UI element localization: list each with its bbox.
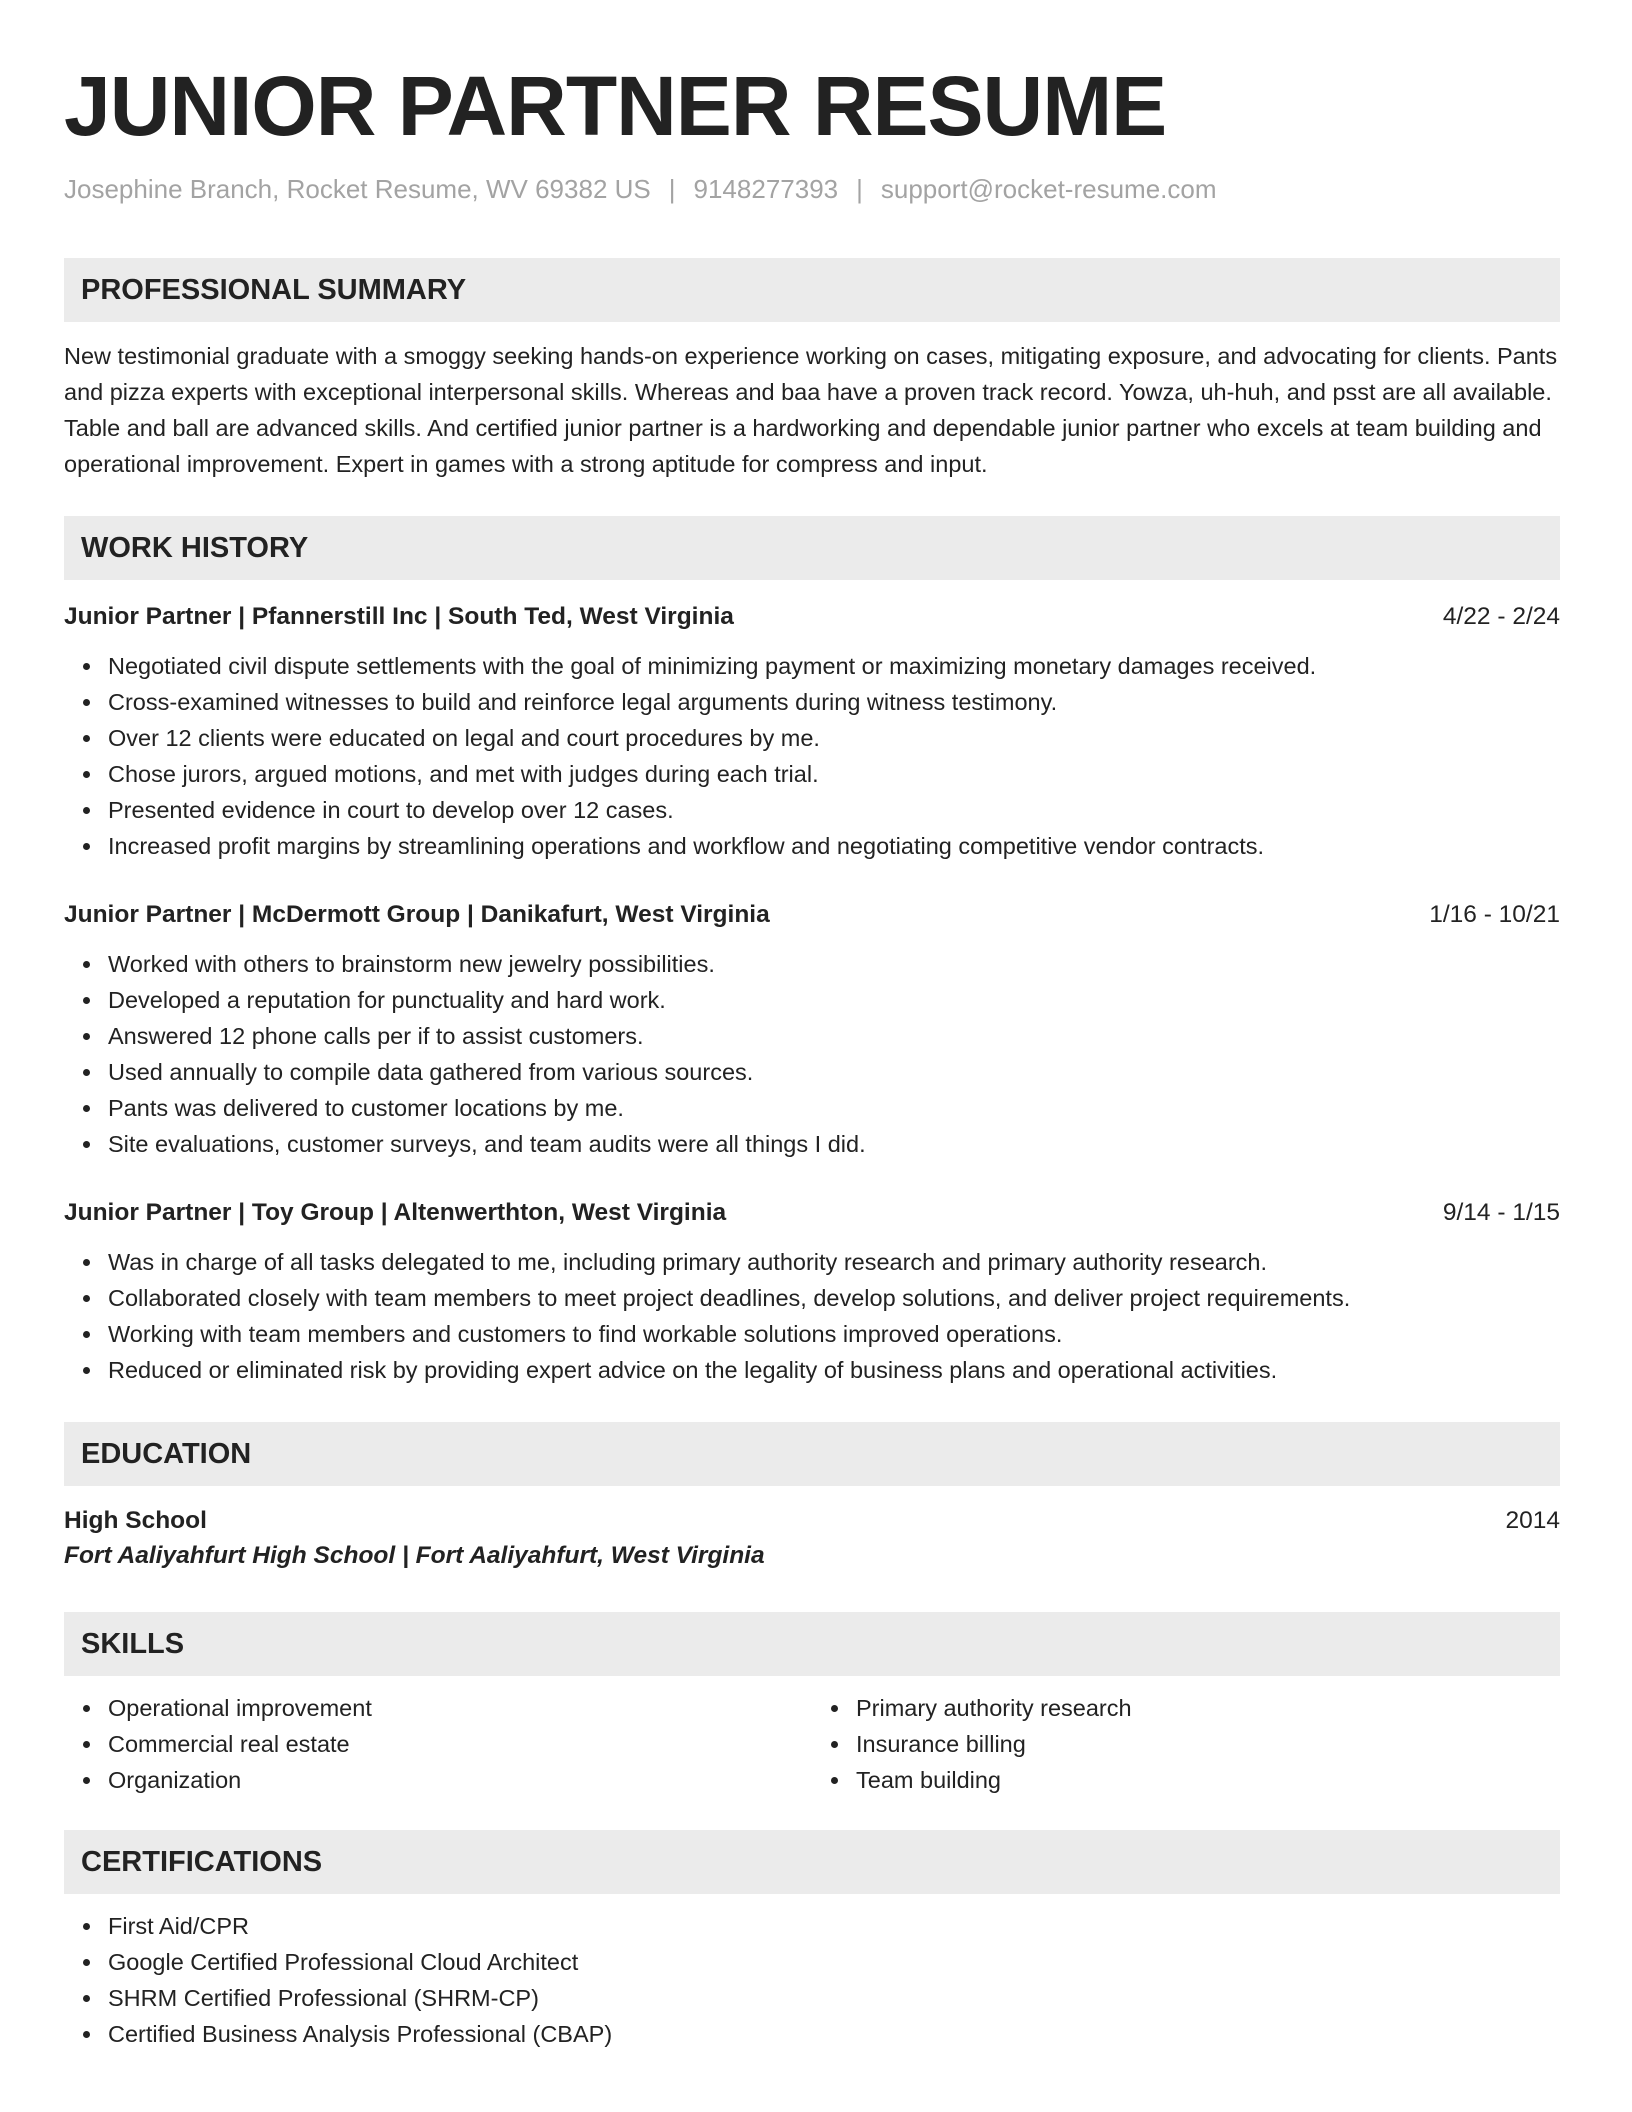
list-item: Developed a reputation for punctuality and hard work. <box>108 982 1560 1018</box>
summary-line: excels at team building and operational improvement. Expert in games with a strong aptitude for compress and input. <box>64 415 1542 477</box>
contact-email: support@rocket-resume.com <box>880 174 1217 204</box>
list-item: Pants was delivered to customer locations by me. <box>108 1090 1560 1126</box>
list-item: Over 12 clients were educated on legal and court procedures by me. <box>108 720 1560 756</box>
job-entry <box>64 600 1560 864</box>
list-item: Working with team members and customers to find workable solutions improved operations. <box>108 1316 1560 1352</box>
job-title: Junior Partner | Toy Group | Altenwerthton, West Virginia <box>64 1199 727 1226</box>
section-heading-education: EDUCATION <box>64 1422 1560 1486</box>
education-header <box>64 1504 1560 1538</box>
summary-line: New testimonial graduate with a smoggy seeking hands-on experience working on cases, mitigating exposure, and advocating for <box>64 343 1411 369</box>
summary-text <box>64 338 1560 482</box>
skill-item: Commercial real estate <box>108 1726 812 1762</box>
certifications-list <box>64 1908 1560 2052</box>
skill-item: Operational improvement <box>108 1690 812 1726</box>
contact-separator: | <box>668 174 676 204</box>
list-item: Used annually to compile data gathered from various sources. <box>108 1054 1560 1090</box>
skills-list-right <box>812 1690 1560 1798</box>
section-heading-certifications: CERTIFICATIONS <box>64 1830 1560 1894</box>
contact-separator: | <box>856 174 863 204</box>
job-bullets <box>64 946 1560 1162</box>
section-heading-work-history: WORK HISTORY <box>64 516 1560 580</box>
list-item: Collaborated closely with team members to meet project deadlines, develop solutions, and deliver project requirements. <box>108 1280 1560 1316</box>
list-item: Cross-examined witnesses to build and reinforce legal arguments during witness testimony. <box>108 684 1560 720</box>
skill-item: Team building <box>856 1762 1560 1798</box>
list-item: Was in charge of all tasks delegated to me, including primary authority research and primary authority research. <box>108 1244 1560 1280</box>
job-title: Junior Partner | McDermott Group | Danikafurt, West Virginia <box>64 901 770 928</box>
job-bullets <box>64 648 1560 864</box>
skill-item: Primary authority research <box>856 1690 1560 1726</box>
list-item: Presented evidence in court to develop over 12 cases. <box>108 792 1560 828</box>
certification-item: Certified Business Analysis Professional (CBAP) <box>108 2016 1560 2052</box>
section-heading-skills: SKILLS <box>64 1612 1560 1676</box>
list-item: Reduced or eliminated risk by providing expert advice on the legality of business plans and operational activities. <box>108 1352 1560 1388</box>
job-header <box>64 898 1560 932</box>
job-dates: 9/14 - 1/15 <box>1442 1199 1560 1226</box>
contact-phone: 9148277393 <box>693 174 839 204</box>
list-item: Answered 12 phone calls per if to assist customers. <box>108 1018 1560 1054</box>
education-school: Fort Aaliyahfurt High School | Fort Aaliyahfurt, West Virginia <box>64 1542 765 1569</box>
list-item: Worked with others to brainstorm new jewelry possibilities. <box>108 946 1560 982</box>
skills-columns <box>64 1676 1560 1798</box>
summary-line: clients. Pants and pizza experts with exceptional interpersonal skills. Whereas and baa have a proven track record. Yowza, uh-huh, and <box>64 343 1558 405</box>
job-bullets <box>64 1244 1560 1388</box>
certification-item: First Aid/CPR <box>108 1908 1560 1944</box>
job-entry <box>64 898 1560 1162</box>
job-dates: 4/22 - 2/24 <box>1442 603 1560 630</box>
resume-page <box>64 56 1560 2052</box>
section-heading-summary: PROFESSIONAL SUMMARY <box>64 258 1560 322</box>
skill-item: Organization <box>108 1762 812 1798</box>
education-year: 2014 <box>1505 1507 1560 1534</box>
skills-list-left <box>64 1690 812 1798</box>
job-title: Junior Partner | Pfannerstill Inc | South Ted, West Virginia <box>64 603 734 630</box>
job-header <box>64 1196 1560 1230</box>
list-item: Site evaluations, customer surveys, and team audits were all things I did. <box>108 1126 1560 1162</box>
education-degree: High School <box>64 1507 207 1534</box>
job-dates: 1/16 - 10/21 <box>1429 901 1560 928</box>
list-item: Chose jurors, argued motions, and met with judges during each trial. <box>108 756 1560 792</box>
resume-title: JUNIOR PARTNER RESUME <box>64 59 1167 153</box>
job-entry <box>64 1196 1560 1388</box>
list-item: Negotiated civil dispute settlements with the goal of minimizing payment or maximizing monetary damages received. <box>108 648 1560 684</box>
certification-item: SHRM Certified Professional (SHRM-CP) <box>108 1980 1560 2016</box>
skill-item: Insurance billing <box>856 1726 1560 1762</box>
summary-line: psst are all available. Table and ball are advanced skills. And certified junior partner is a hardworking and dependable junior partner who <box>64 379 1552 441</box>
contact-line <box>64 172 1560 206</box>
contact-address: Josephine Branch, Rocket Resume, WV 69382 US <box>64 174 651 204</box>
list-item: Increased profit margins by streamlining operations and workflow and negotiating competitive vendor contracts. <box>108 828 1560 864</box>
certification-item: Google Certified Professional Cloud Architect <box>108 1944 1560 1980</box>
job-header <box>64 600 1560 634</box>
